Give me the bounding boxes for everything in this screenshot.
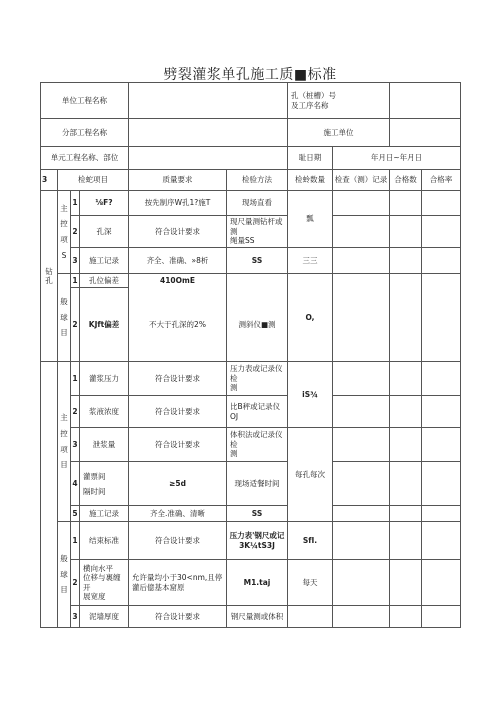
element-project-label: 单元工程名称、部位 bbox=[41, 147, 129, 170]
row-item: 孔位偏差 bbox=[80, 274, 129, 288]
row-method: M1.taj bbox=[227, 560, 288, 606]
qualified-cell[interactable] bbox=[390, 191, 422, 216]
section-grouting-label bbox=[41, 362, 58, 628]
quality-standard-table bbox=[40, 82, 461, 628]
row-item: 灌浆压力 bbox=[80, 362, 129, 396]
record-cell[interactable] bbox=[333, 191, 390, 216]
col-quantity: 检蛉数量 bbox=[288, 170, 333, 191]
row-method: 比B秤或记录仪OJ bbox=[227, 396, 288, 428]
rate-cell[interactable] bbox=[422, 362, 461, 396]
row-requirement: 不大于孔深的2% bbox=[129, 288, 227, 362]
row-requirement: 符合设计要求 bbox=[129, 216, 227, 248]
section-drilling-label: 钻孔 bbox=[41, 191, 58, 362]
row-method: 现尺量测钻杆或测 绳量SS bbox=[227, 216, 288, 248]
division-project-value[interactable] bbox=[129, 119, 288, 147]
row-requirement: 允许量均小于30<nm,且停 灌后億基本窟原 bbox=[129, 560, 227, 606]
row-no: 2 bbox=[71, 288, 80, 362]
qualified-cell[interactable] bbox=[390, 506, 422, 522]
row-item: 浆液浓度 bbox=[80, 396, 129, 428]
page-title: 劈裂灌浆单孔施工质■标准 bbox=[163, 67, 337, 83]
row-method: 压力表'钢尺或记 3K¼tS3J bbox=[227, 522, 288, 560]
hole-no-value[interactable] bbox=[390, 83, 461, 119]
record-cell[interactable] bbox=[333, 396, 390, 428]
row-item: 横向水平 位移与裏缠开 展宽度 bbox=[80, 560, 129, 606]
row-method bbox=[227, 274, 288, 288]
qualified-cell[interactable] bbox=[390, 462, 422, 506]
record-cell[interactable] bbox=[333, 274, 390, 362]
qualified-cell[interactable] bbox=[390, 396, 422, 428]
col-rate: 合格率 bbox=[422, 170, 461, 191]
row-requirement: 符合设计要求 bbox=[129, 522, 227, 560]
row-requirement: 齐全、准确、»8析 bbox=[129, 248, 227, 274]
rate-cell[interactable] bbox=[422, 506, 461, 522]
row-item: 灌票间 隔时间 bbox=[80, 462, 129, 506]
drilling-general-quantity: O, bbox=[288, 274, 333, 362]
record-cell[interactable] bbox=[333, 462, 390, 506]
rate-cell[interactable] bbox=[422, 462, 461, 506]
record-cell[interactable] bbox=[333, 362, 390, 396]
qualified-cell[interactable] bbox=[390, 216, 422, 248]
grouting-quantity-b: 每孔每次 bbox=[288, 428, 333, 522]
qualified-cell[interactable] bbox=[390, 606, 422, 628]
row-quantity: 三三 bbox=[288, 248, 333, 274]
construction-unit-label: 施工单位 bbox=[288, 119, 390, 147]
row-item: 泄浆量 bbox=[80, 428, 129, 462]
row-method: 钢尺量测或体积 bbox=[227, 606, 288, 628]
row-no: 3 bbox=[71, 428, 80, 462]
row-item: 结束标准 bbox=[80, 522, 129, 560]
rate-cell[interactable] bbox=[422, 396, 461, 428]
row-method: 体积法或记录仪检 测 bbox=[227, 428, 288, 462]
row-no: 3 bbox=[71, 248, 80, 274]
element-project-value[interactable] bbox=[129, 147, 288, 170]
row-item: ⅛F? bbox=[80, 191, 129, 216]
row-item: KJft偏差 bbox=[80, 288, 129, 362]
row-method: 测斜仪■测 bbox=[227, 288, 288, 362]
inspection-date-value: 年月日~年月日 bbox=[333, 147, 461, 170]
rate-cell[interactable] bbox=[422, 560, 461, 606]
drilling-main-label: 主 控 项 S bbox=[58, 191, 71, 274]
row-requirement: 按先制序W孔1?施T bbox=[129, 191, 227, 216]
rate-cell[interactable] bbox=[422, 191, 461, 216]
row-no: 2 bbox=[71, 216, 80, 248]
row-item: 施工记录 bbox=[80, 248, 129, 274]
record-cell[interactable] bbox=[333, 428, 390, 462]
row-method: SS bbox=[227, 248, 288, 274]
row-requirement: 410OmE bbox=[129, 274, 227, 288]
unit-project-label: 单位工程名称 bbox=[41, 83, 129, 119]
row-method: 压力表或记录仪检 测 bbox=[227, 362, 288, 396]
row-item: 泥墙厚度 bbox=[80, 606, 129, 628]
rate-cell[interactable] bbox=[422, 606, 461, 628]
qualified-cell[interactable] bbox=[390, 428, 422, 462]
grouting-main-label: 主 控 项 目 bbox=[58, 362, 71, 522]
qualified-cell[interactable] bbox=[390, 362, 422, 396]
col-item: 检蛇项目 bbox=[58, 170, 129, 191]
row-no: 2 bbox=[71, 560, 80, 606]
row-requirement: 符合设计要求 bbox=[129, 362, 227, 396]
record-cell[interactable] bbox=[333, 522, 390, 560]
rate-cell[interactable] bbox=[422, 274, 461, 362]
qualified-cell[interactable] bbox=[390, 274, 422, 362]
hole-no-label: 孔（桩槽）号 及工序名称 bbox=[288, 83, 390, 119]
row-requirement: 齐全.准确、清晰 bbox=[129, 506, 227, 522]
col-seq: 3 bbox=[41, 170, 58, 191]
inspection-date-label: 耻日期 bbox=[288, 147, 333, 170]
record-cell[interactable] bbox=[333, 216, 390, 248]
record-cell[interactable] bbox=[333, 506, 390, 522]
row-quantity: 每天 bbox=[288, 560, 333, 606]
row-no: 1 bbox=[71, 274, 80, 288]
row-requirement: 符合设计要求 bbox=[129, 428, 227, 462]
row-quantity: SfI. bbox=[288, 522, 333, 560]
row-no: 3 bbox=[71, 606, 80, 628]
rate-cell[interactable] bbox=[422, 216, 461, 248]
col-qualified: 合格数 bbox=[390, 170, 422, 191]
row-item: 孔深 bbox=[80, 216, 129, 248]
record-cell[interactable] bbox=[333, 606, 390, 628]
row-requirement: 符合设计要求 bbox=[129, 606, 227, 628]
col-record: 检查（测）记录 bbox=[333, 170, 390, 191]
grouting-general-label: 般 球 目 bbox=[58, 522, 71, 628]
row-quantity bbox=[288, 606, 333, 628]
row-no: 1 bbox=[71, 362, 80, 396]
row-method: SS bbox=[227, 506, 288, 522]
drilling-general-label: 般 球 目 bbox=[58, 274, 71, 362]
row-item: 施工记录 bbox=[80, 506, 129, 522]
row-no: 1 bbox=[71, 191, 80, 216]
row-method: 现场适餐时间 bbox=[227, 462, 288, 506]
qualified-cell[interactable] bbox=[390, 560, 422, 606]
unit-project-value[interactable] bbox=[129, 83, 288, 119]
row-requirement: 符合设计要求 bbox=[129, 396, 227, 428]
qualified-cell[interactable] bbox=[390, 248, 422, 274]
row-no: 4 bbox=[71, 462, 80, 506]
rate-cell[interactable] bbox=[422, 248, 461, 274]
rate-cell[interactable] bbox=[422, 428, 461, 462]
row-no: 1 bbox=[71, 522, 80, 560]
drilling-main-quantity: 瓢 bbox=[288, 191, 333, 248]
rate-cell[interactable] bbox=[422, 522, 461, 560]
row-requirement: ≥5d bbox=[129, 462, 227, 506]
division-project-label: 分部工程名称 bbox=[41, 119, 129, 147]
construction-unit-value[interactable] bbox=[390, 119, 461, 147]
col-method: 检验方法 bbox=[227, 170, 288, 191]
grouting-quantity-a: iS¾ bbox=[288, 362, 333, 428]
qualified-cell[interactable] bbox=[390, 522, 422, 560]
row-no: 5 bbox=[71, 506, 80, 522]
record-cell[interactable] bbox=[333, 560, 390, 606]
col-requirement: 质量要求 bbox=[129, 170, 227, 191]
row-method: 现场直看 bbox=[227, 191, 288, 216]
row-no: 2 bbox=[71, 396, 80, 428]
record-cell[interactable] bbox=[333, 248, 390, 274]
